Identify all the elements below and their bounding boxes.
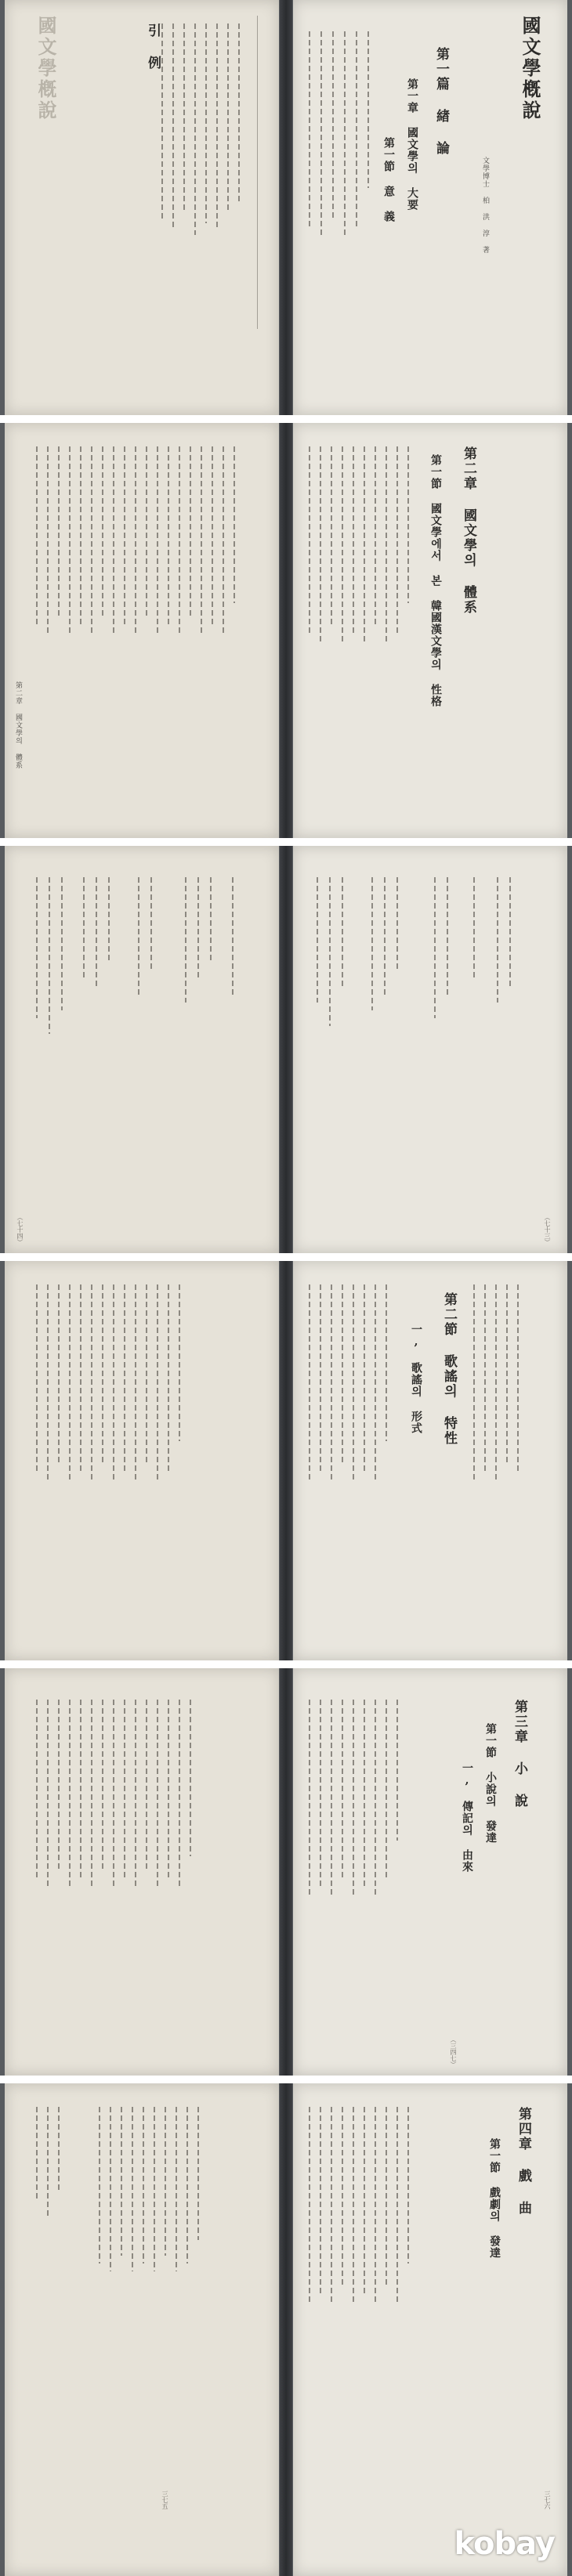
chapter-heading: 第二章 國文學의 體系 xyxy=(461,446,476,615)
page-left xyxy=(5,846,279,1253)
chapter-heading: 第四章 戲 曲 xyxy=(516,2107,531,2216)
body-text-right xyxy=(473,1284,552,1519)
page-number: 三七五 xyxy=(161,2491,168,2509)
author-line: 文學博士 柏 洪 淳 著 xyxy=(481,157,489,254)
book-title: 國文學槪說 xyxy=(519,16,541,121)
page-left xyxy=(5,423,279,838)
page-number: （七十四） xyxy=(16,1214,24,1245)
section-heading: 第一節 國文學에서 본 韓國漢文學의 性格 xyxy=(429,454,442,707)
page-right xyxy=(293,0,567,415)
section-heading: 第一節 戲劇의 發達 xyxy=(488,2138,501,2259)
body-text xyxy=(99,2107,263,2295)
body-text-left xyxy=(309,31,418,251)
chapter-heading: 第一章 國文學의 大要 xyxy=(406,78,418,211)
section-heading: 第一節 意 義 xyxy=(382,137,395,222)
spread-6 xyxy=(0,2083,572,2576)
body-text xyxy=(36,446,263,681)
body-text xyxy=(309,1700,450,1935)
page-right xyxy=(293,846,567,1253)
page-number: （七十三） xyxy=(544,1214,551,1245)
spread-1 xyxy=(0,0,572,415)
page-right xyxy=(293,1668,567,2076)
colophon xyxy=(36,2107,91,2279)
chapter-heading: 第三章 小 說 xyxy=(512,1700,527,1808)
page-number: （三四七） xyxy=(450,2036,457,2068)
spread-5 xyxy=(0,1668,572,2076)
preface-text xyxy=(161,23,271,251)
page-right xyxy=(293,423,567,838)
page-left xyxy=(5,1668,279,2076)
page-left xyxy=(5,0,279,415)
left-running-title: 國文學槪說 xyxy=(34,16,57,121)
verse-block xyxy=(36,877,263,1190)
preface-heading: 引 例 xyxy=(145,23,161,70)
body-text xyxy=(36,1284,263,1519)
brand-logo: kobay xyxy=(454,2526,555,2562)
subsection-heading: 一, 歌謠의 形式 xyxy=(410,1324,422,1434)
spread-4 xyxy=(0,1261,572,1660)
body-text xyxy=(36,1700,263,1935)
page-left xyxy=(5,1261,279,1660)
page-right xyxy=(293,1261,567,1660)
subsection-heading: 一, 傳記의 由來 xyxy=(461,1762,473,1873)
section-heading: 第一節 小說의 發達 xyxy=(484,1723,497,1844)
section-heading: 第二節 歌謠의 特性 xyxy=(441,1292,457,1446)
body-text xyxy=(309,2107,465,2342)
page-right xyxy=(293,2083,567,2576)
page-left xyxy=(5,2083,279,2576)
spread-3 xyxy=(0,846,572,1253)
spread-2 xyxy=(0,423,572,838)
running-footer: 第二章 國文學의 體系 xyxy=(14,681,22,769)
part-heading: 第一篇 緖 論 xyxy=(433,47,449,156)
verse-block xyxy=(317,877,544,1190)
page-number: 三七六 xyxy=(544,2491,551,2509)
